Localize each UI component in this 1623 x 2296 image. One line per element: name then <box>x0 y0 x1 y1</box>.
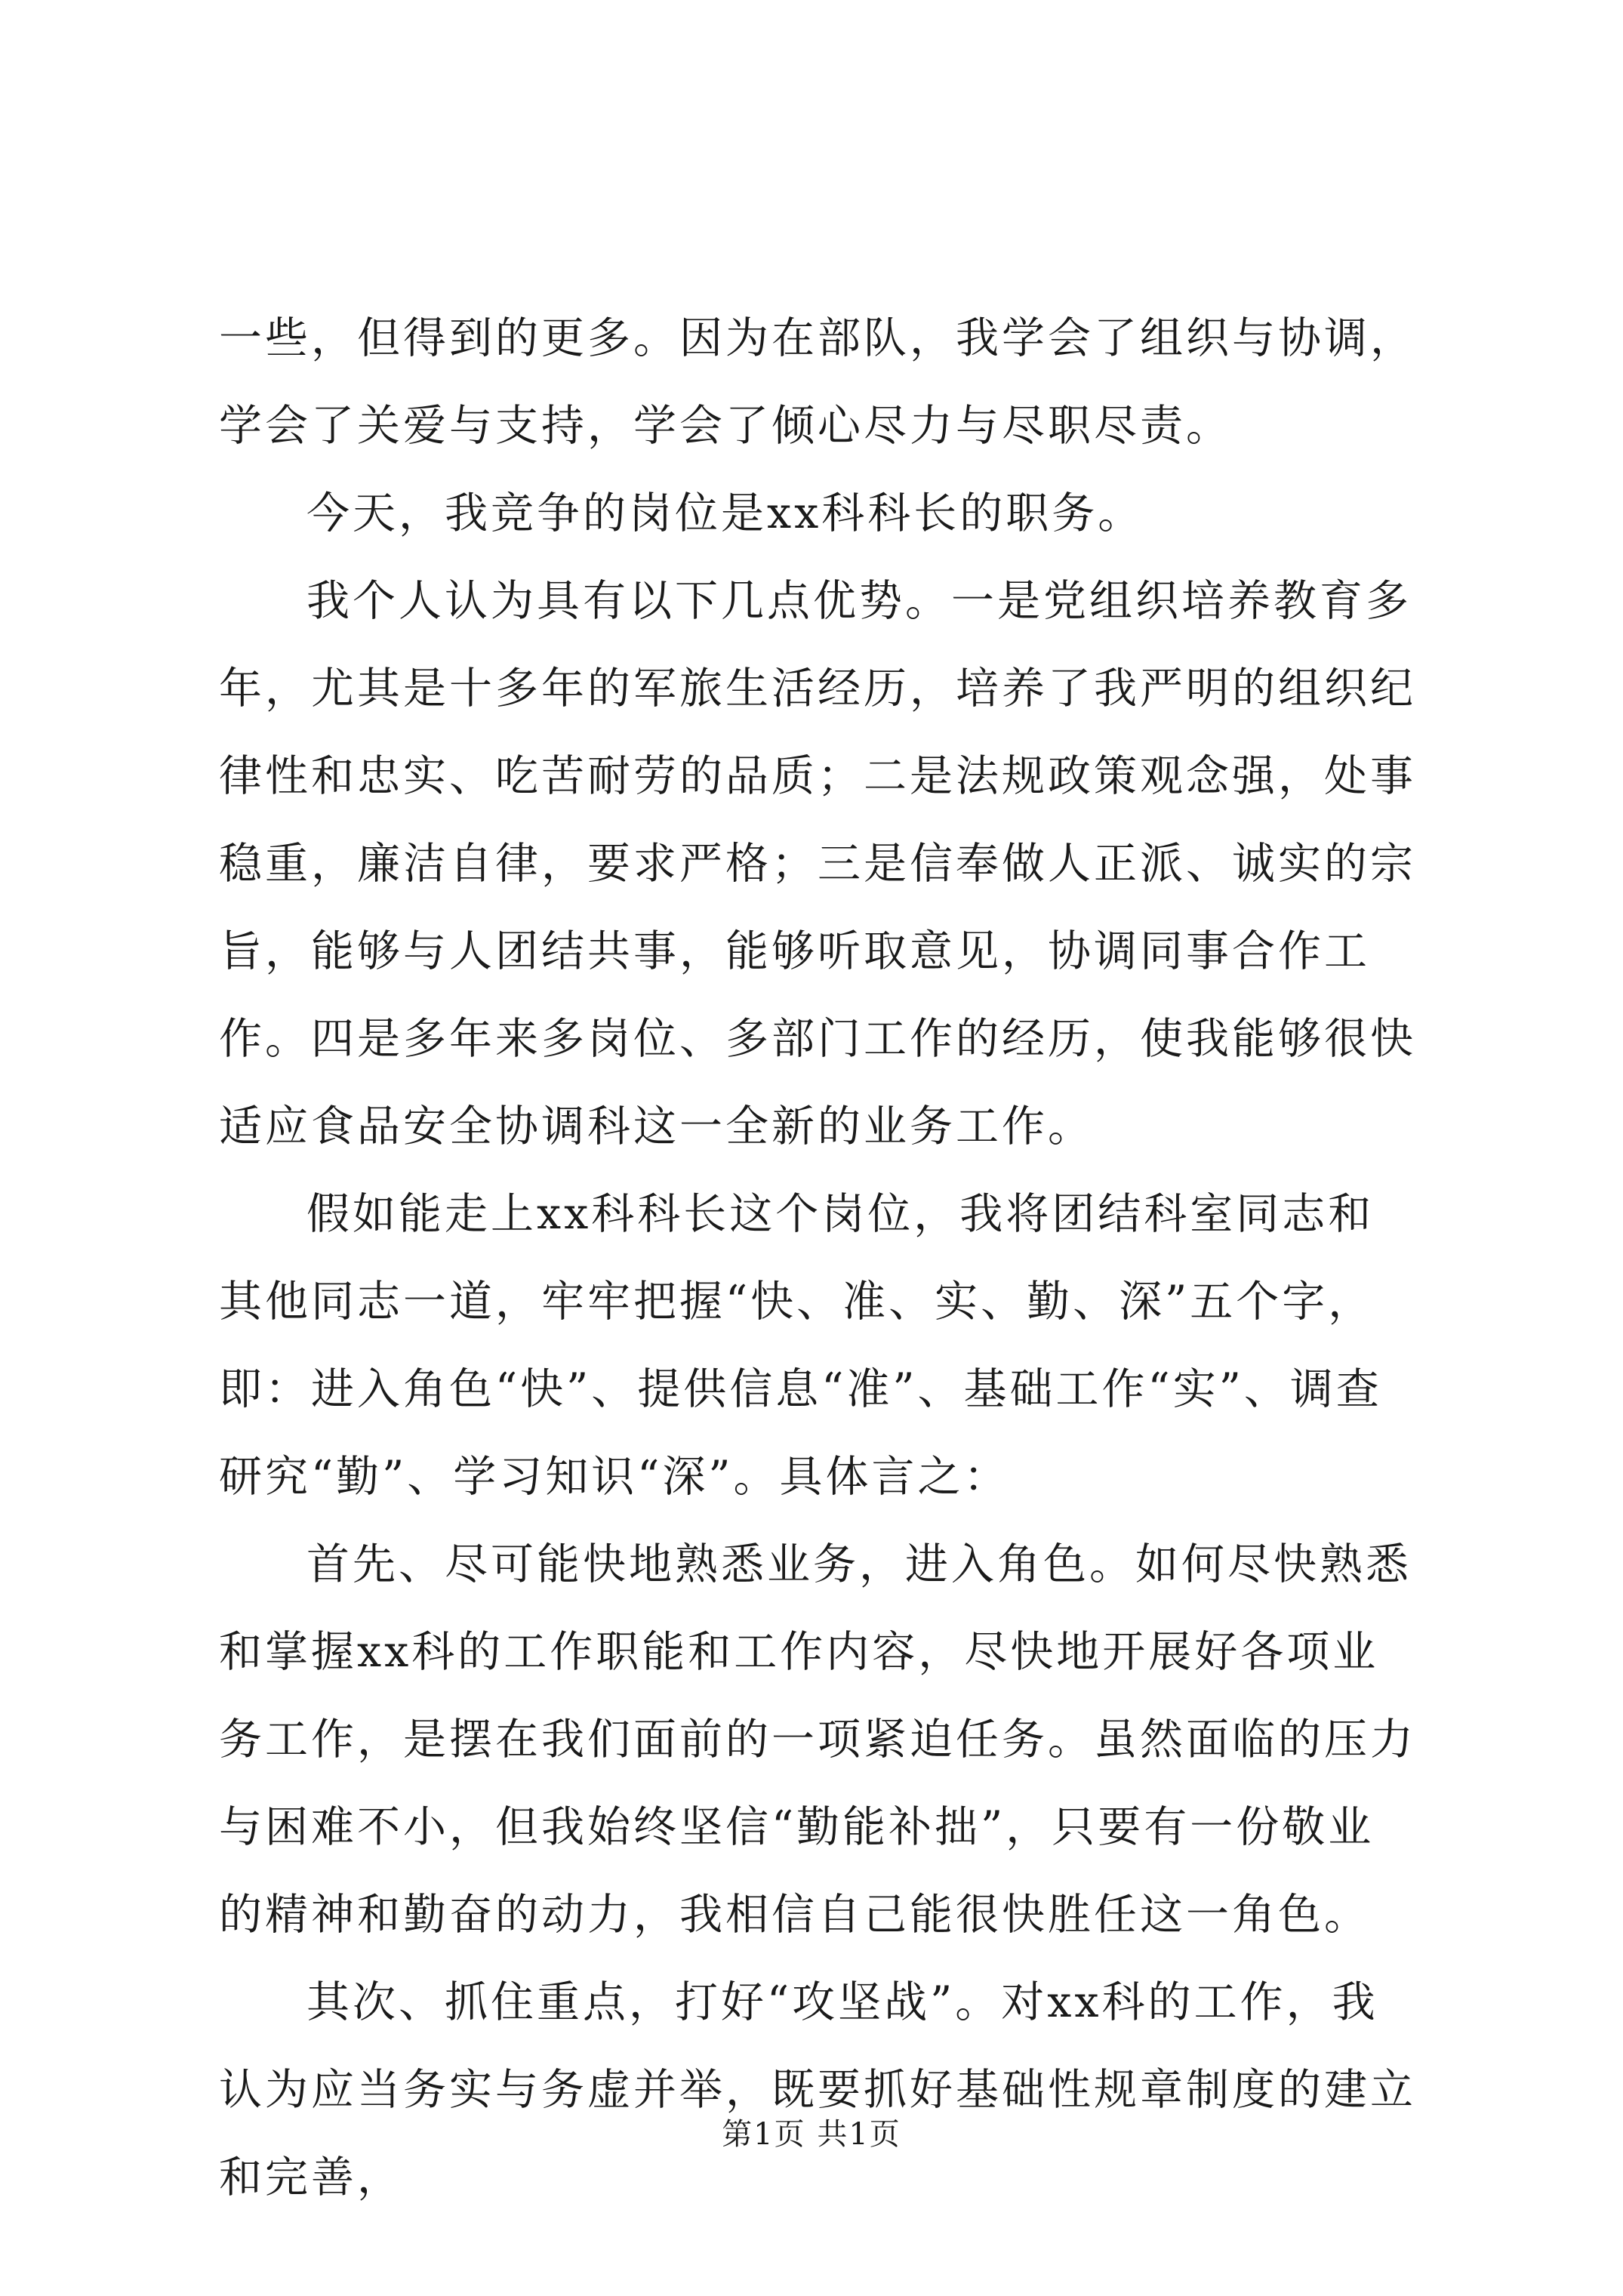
paragraph-2: 今天，我竞争的岗位是xx科科长的职务。 <box>306 488 1144 538</box>
paragraph-1: 一些，但得到的更多。因为在部队，我学会了组织与协调，学会了关爱与支持，学会了倾心尽力与尽职尽责。 <box>219 313 1416 451</box>
paragraph-4: 假如能走上xx科科长这个岗位，我将团结科室同志和其他同志一道，牢牢把握“快、准、实、勤、深”五个字，即：进入角色“快”、提供信息“准”、基础工作“实”、调查研究“勤”、学习知识“深”。具体言之： <box>219 1189 1382 1502</box>
page-number-footer: 第1页 共1页 <box>722 2117 901 2152</box>
paragraph-6: 其次、抓住重点，打好“攻坚战”。对xx科的工作，我认为应当务实与务虚并举，既要抓好基础性规章制度的建立和完善， <box>219 1977 1416 2202</box>
paragraph-5: 首先、尽可能快地熟悉业务，进入角色。如何尽快熟悉和掌握xx科的工作职能和工作内容，尽快地开展好各项业务工作，是摆在我们面前的一项紧迫任务。虽然面临的压力与困难不小，但我始终坚信“勤能补拙”，只要有一份敬业的精神和勤奋的动力，我相信自己能很快胜任这一角色。 <box>219 1539 1416 1940</box>
document-body <box>219 294 1419 2221</box>
paragraph-3: 我个人认为具有以下几点优势。一是党组织培养教育多年，尤其是十多年的军旅生活经历，培养了我严明的组织纪律性和忠实、吃苦耐劳的品质；二是法规政策观念强，处事稳重，廉洁自律，要求严格；三是信奉做人正派、诚实的宗旨，能够与人团结共事，能够听取意见，协调同事合作工作。四是多年来多岗位、多部门工作的经历，使我能够很快适应食品安全协调科这一全新的业务工作。 <box>219 576 1416 1151</box>
